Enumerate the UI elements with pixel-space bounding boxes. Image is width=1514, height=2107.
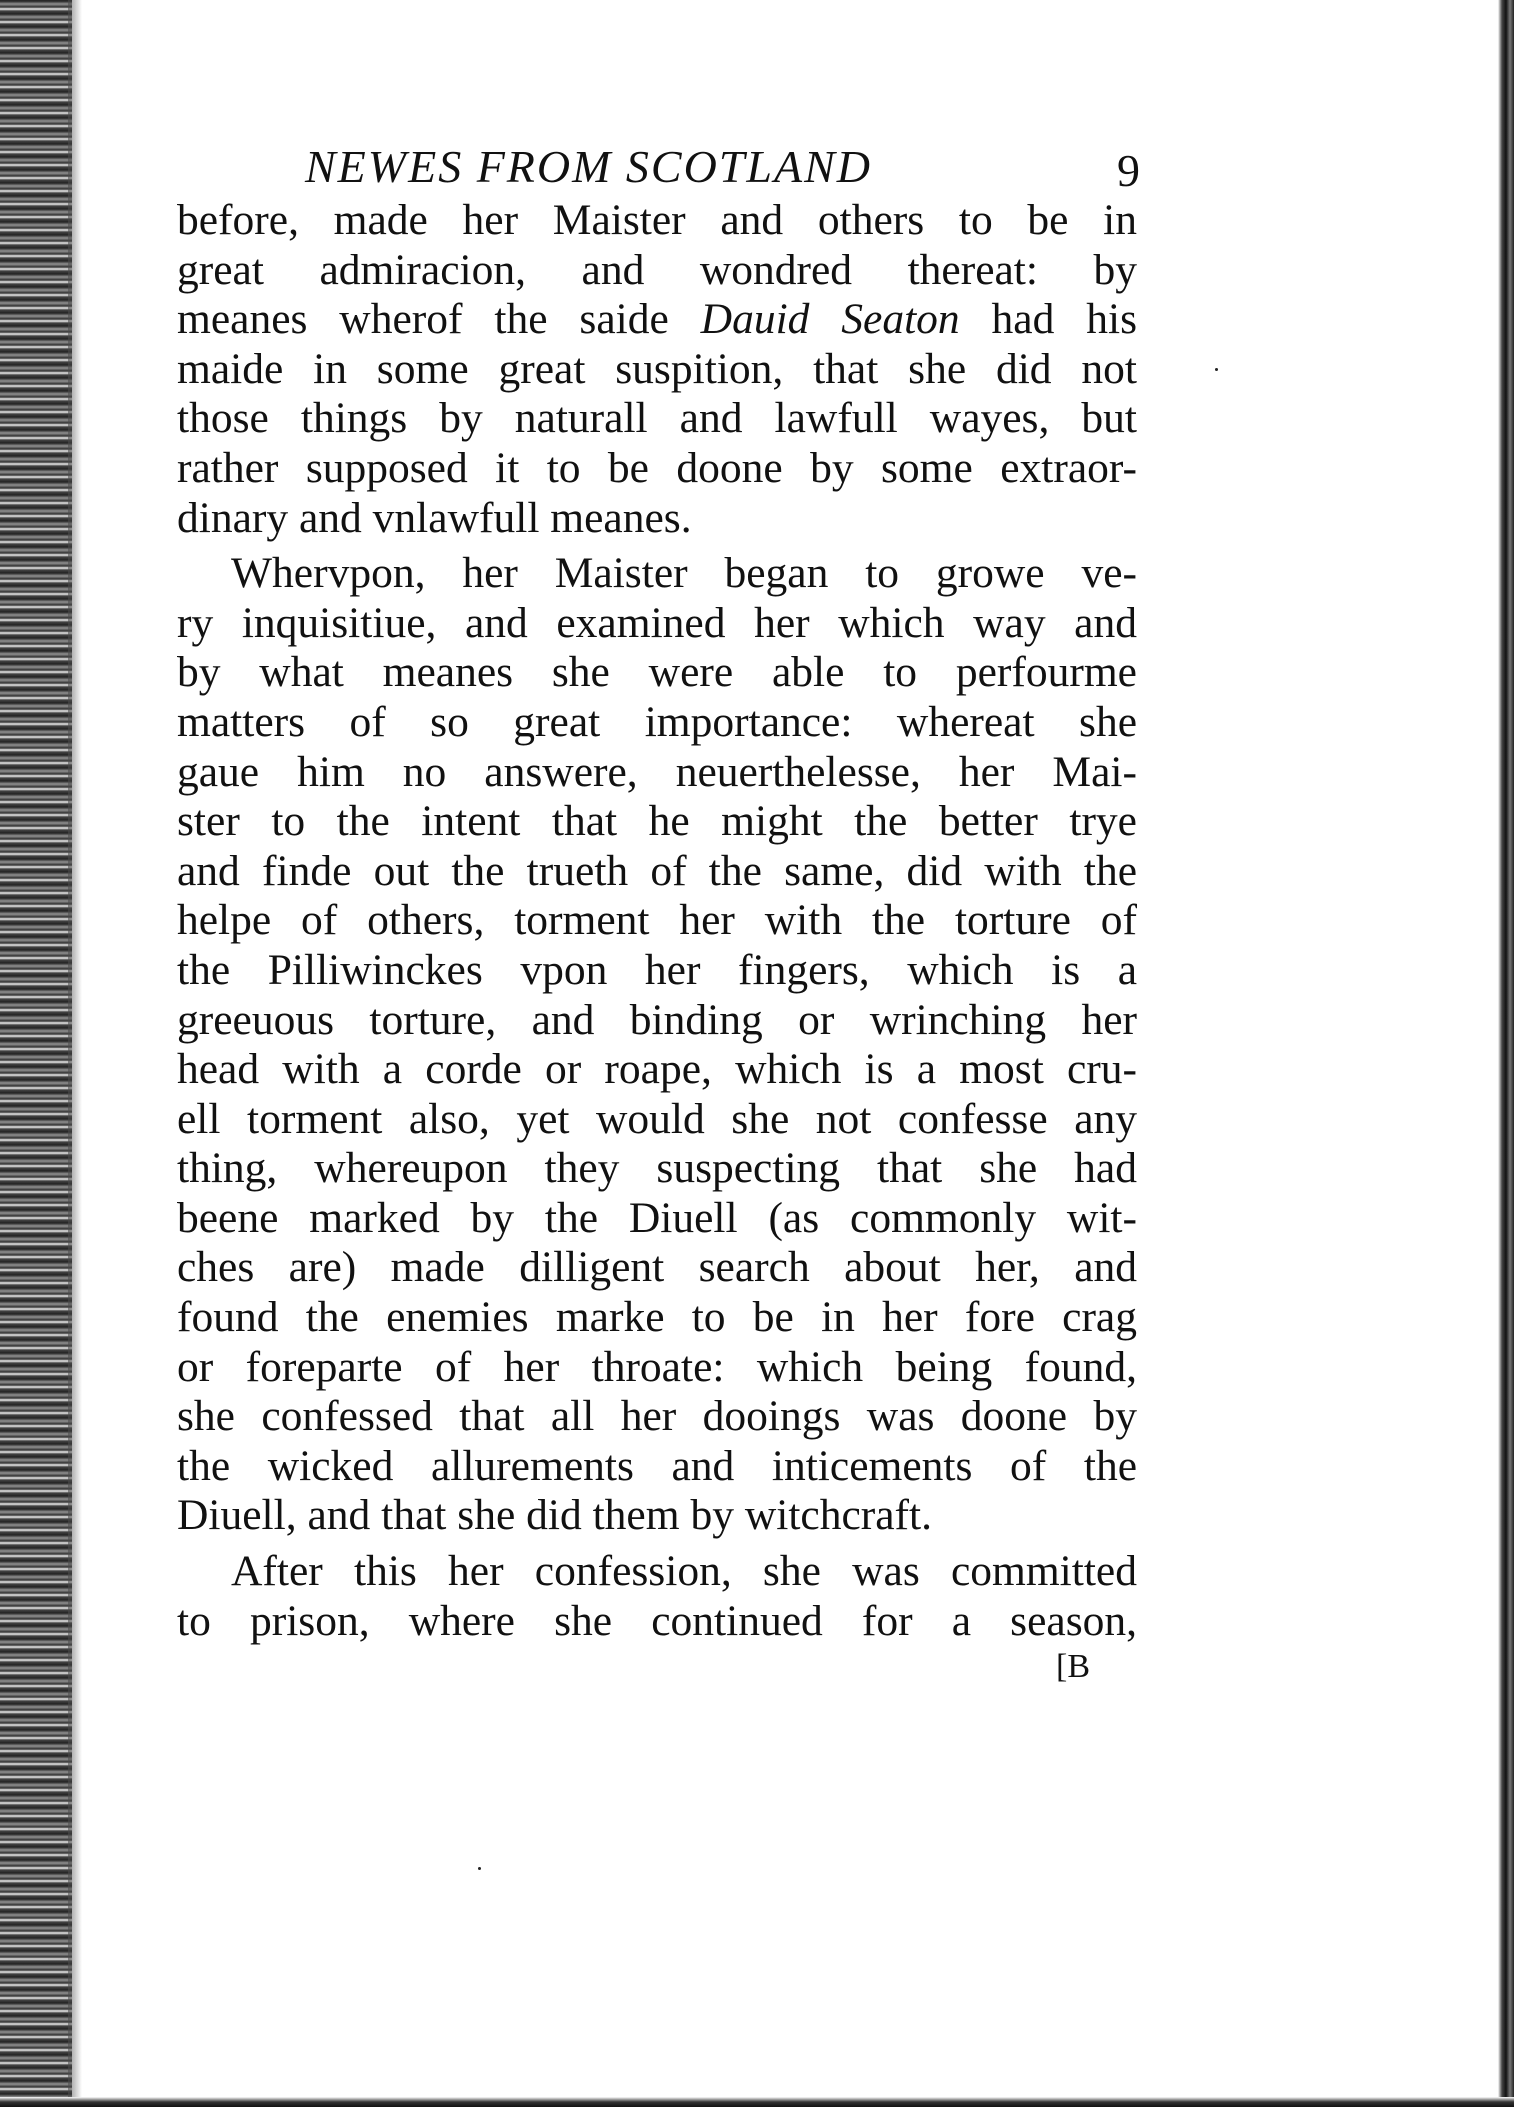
- print-speck: [1215, 368, 1218, 371]
- text-line: beene marked by the Diuell (as commonly wit-: [177, 1193, 1137, 1242]
- text-line: she confessed that all her dooings was doone by: [177, 1392, 1137, 1441]
- page-number: 9: [1117, 145, 1140, 196]
- right-scan-edge: [1498, 0, 1514, 2107]
- text-line: the Pilliwinckes vpon her fingers, which is a: [177, 945, 1137, 994]
- text-line: great admiracion, and wondred thereat: by: [177, 245, 1137, 294]
- text-line: helpe of others, torment her with the torture of: [177, 896, 1137, 945]
- binding-edge: [0, 0, 72, 2107]
- text-line: to prison, where she continued for a season,: [177, 1596, 1137, 1645]
- text-line: the wicked allurements and inticements of the: [177, 1441, 1137, 1490]
- text-line: before, made her Maister and others to be in: [177, 196, 1137, 244]
- text-line: thing, whereupon they suspecting that she had: [177, 1144, 1137, 1193]
- page-header: [305, 140, 1140, 200]
- catchword: [B: [1056, 1648, 1090, 1685]
- text-line: or foreparte of her throate: which being found,: [177, 1342, 1137, 1391]
- text-line: Diuell, and that she did them by witchcraft.: [177, 1491, 933, 1540]
- bottom-scan-edge: [0, 2097, 1514, 2107]
- text-line: matters of so great importance: whereat she: [177, 697, 1137, 746]
- text-line: maide in some great suspition, that she did not: [177, 344, 1137, 393]
- print-speck: [478, 1867, 481, 1870]
- running-title: NEWES FROM SCOTLAND: [305, 141, 872, 192]
- text-line: gaue him no answere, neuerthelesse, her Mai-: [177, 747, 1137, 796]
- text-line: greeuous torture, and binding or wrinching her: [177, 995, 1137, 1044]
- text-line: ster to the intent that he might the better trye: [177, 797, 1137, 846]
- person-name: Dauid Seaton: [700, 295, 960, 344]
- text-line: ell torment also, yet would she not confesse any: [177, 1094, 1137, 1143]
- text-line: dinary and vnlawfull meanes.: [177, 493, 692, 542]
- text-line: ry inquisitiue, and examined her which way and: [177, 598, 1137, 647]
- text-line: After this her confession, she was committed: [231, 1547, 1137, 1596]
- text-line: rather supposed it to be doone by some extraor-: [177, 443, 1137, 492]
- text-line-with-name: meanes wherof the saide Dauid Seaton had his: [177, 295, 1138, 344]
- text-line: found the enemies marke to be in her fore crag: [177, 1293, 1137, 1342]
- text-line: ches are) made dilligent search about her, and: [177, 1243, 1137, 1292]
- text-line: Whervpon, her Maister began to growe ve-: [231, 549, 1137, 598]
- text-line: by what meanes she were able to perfourme: [177, 648, 1137, 697]
- body-text: [177, 196, 1137, 1646]
- text-line: head with a corde or roape, which is a most cru-: [177, 1045, 1137, 1094]
- text-line: those things by naturall and lawfull wayes, but: [177, 394, 1137, 443]
- text-line: and finde out the trueth of the same, did with the: [177, 846, 1137, 895]
